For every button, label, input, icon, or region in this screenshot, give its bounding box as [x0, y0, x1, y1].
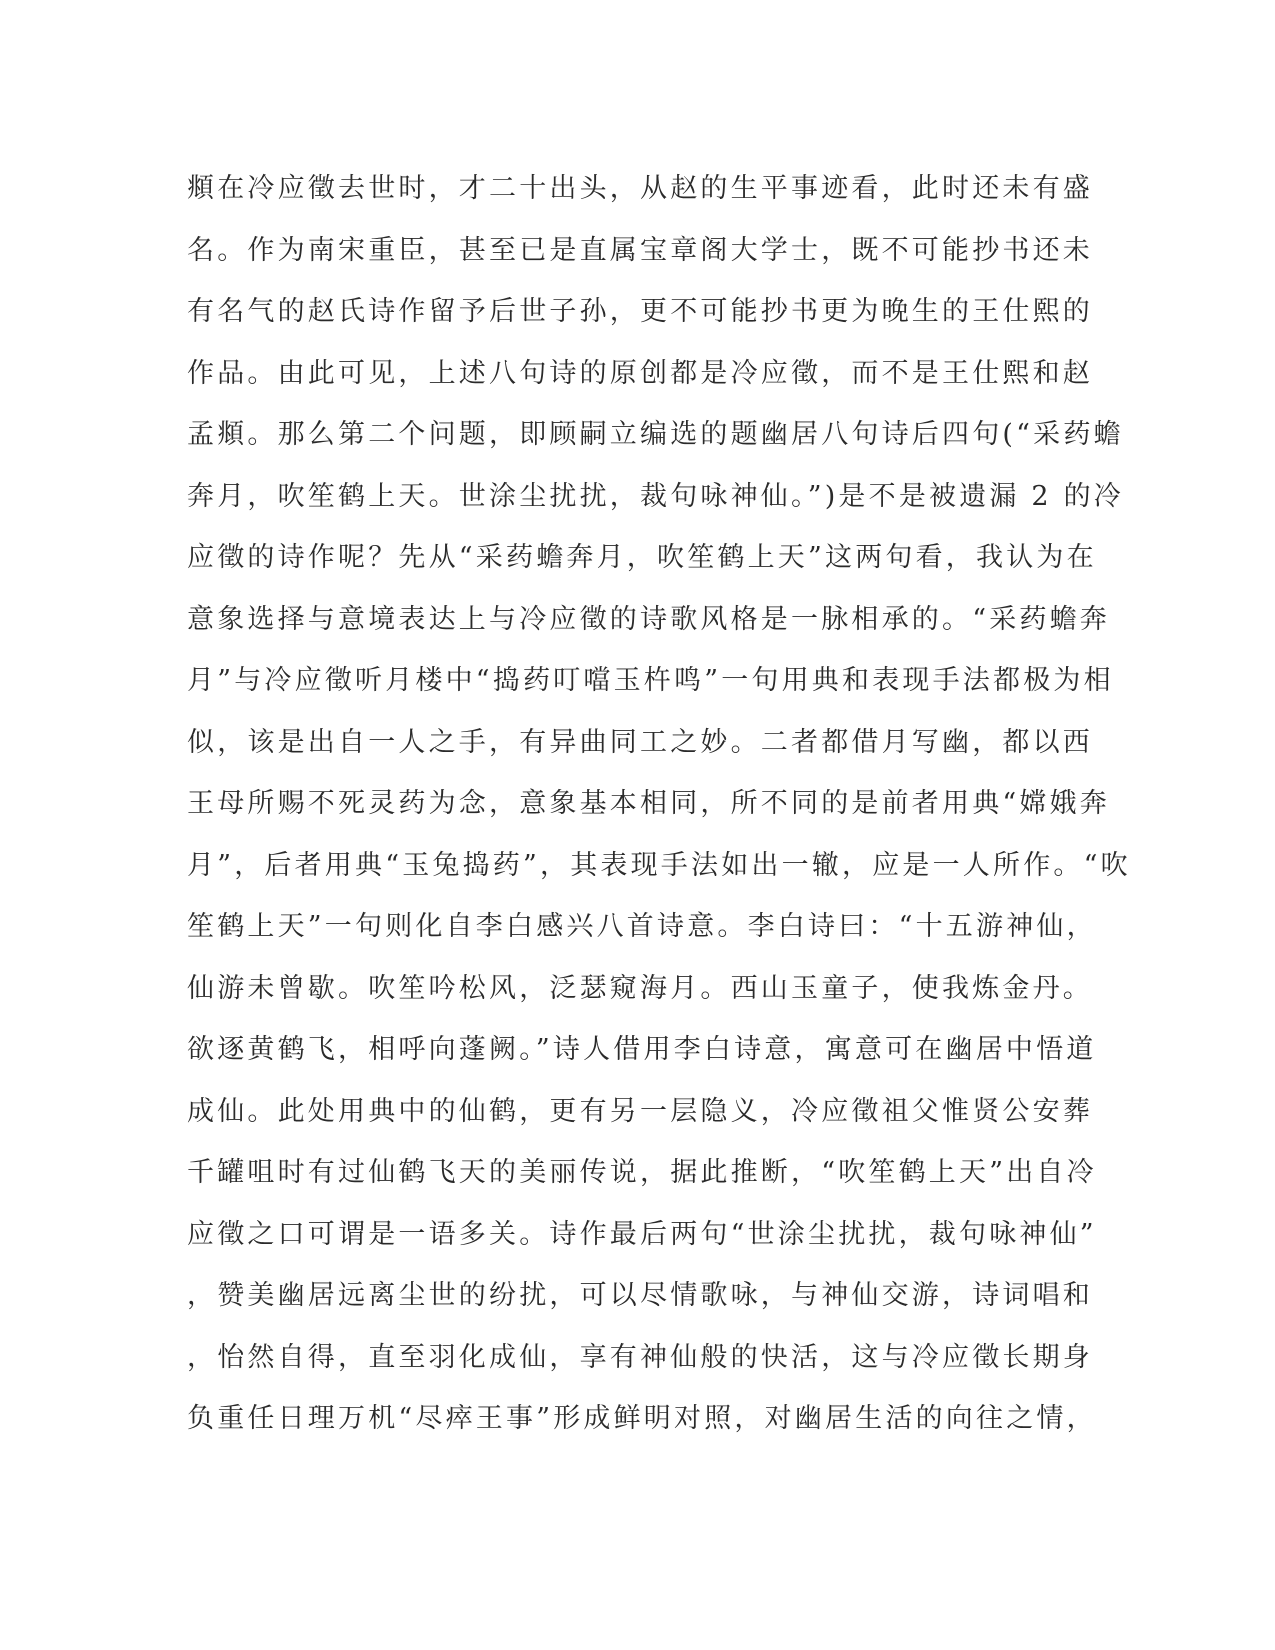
text-line: 笙鹤上天”一句则化自李白感兴八首诗意。李白诗曰：“十五游神仙，	[187, 911, 1097, 942]
text-line: 成仙。此处用典中的仙鹤，更有另一层隐义，冷应徵祖父惟贤公安葬	[187, 1095, 1093, 1127]
text-line: ，赞美幽居远离尘世的纷扰，可以尽情歌咏，与神仙交游，诗词唱和	[187, 1280, 1093, 1311]
text-line: 作品。由此可见，上述八句诗的原创都是冷应徵，而不是王仕熙和赵	[187, 357, 1093, 389]
text-line: 奔月，吹笙鹤上天。世涂尘扰扰，裁句咏神仙。”)是不是被遗漏 2 的冷	[187, 480, 1124, 512]
text-line: 千罐咀时有过仙鹤飞天的美丽传说，据此推断，“吹笙鹤上天”出自冷	[187, 1157, 1097, 1188]
text-line: ，怡然自得，直至羽化成仙，享有神仙般的快活，这与冷应徵长期身	[187, 1341, 1093, 1373]
text-line: 负重任日理万机“尽瘁王事”形成鲜明对照，对幽居生活的向往之情，	[187, 1403, 1097, 1434]
text-line: 孟頫。那么第二个问题，即顾嗣立编选的题幽居八句诗后四句(“采药蟾	[187, 419, 1124, 450]
text-line: 意象选择与意境表达上与冷应徵的诗歌风格是一脉相承的。“采药蟾奔	[187, 603, 1111, 635]
text-line: 欲逐黄鹤飞，相呼向蓬阙。”诗人借用李白诗意，寓意可在幽居中悟道	[187, 1034, 1097, 1065]
text-line: 名。作为南宋重臣，甚至已是直属宝章阁大学士，既不可能抄书还未	[187, 234, 1093, 266]
text-line: 王母所赐不死灵药为念，意象基本相同，所不同的是前者用典“嫦娥奔	[187, 788, 1111, 819]
text-line: 仙游未曾歇。吹笙吟松风，泛瑟窥海月。西山玉童子，使我炼金丹。	[187, 972, 1093, 1004]
text-line: 应徵之口可谓是一语多关。诗作最后两句“世涂尘扰扰，裁句咏神仙”	[187, 1218, 1097, 1250]
text-line: 有名气的赵氏诗作留予后世子孙，更不可能抄书更为晚生的王仕熙的	[187, 296, 1093, 327]
text-line: 頫在冷应徵去世时，才二十出头，从赵的生平事迹看，此时还未有盛	[187, 173, 1093, 204]
text-line: 应徵的诗作呢？先从“采药蟾奔月，吹笙鹤上天”这两句看，我认为在	[187, 542, 1097, 573]
text-line: 月”，后者用典“玉兔捣药”，其表现手法如出一辙，应是一人所作。“吹	[187, 849, 1131, 881]
text-line: 似，该是出自一人之手，有异曲同工之妙。二者都借月写幽，都以西	[187, 726, 1093, 758]
text-line: 月”与冷应徵听月楼中“捣药叮噹玉杵鸣”一句用典和表现手法都极为相	[187, 665, 1114, 696]
body-text	[187, 158, 1131, 1450]
